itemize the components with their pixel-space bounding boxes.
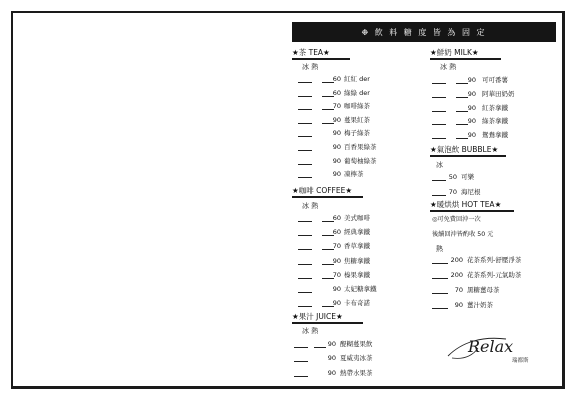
order-blank (432, 263, 448, 264)
order-blank (298, 235, 312, 236)
hot-tea-refill-note: ◎可免費回沖一次 (432, 216, 481, 223)
order-blank (298, 249, 312, 250)
item-name: 蔓果紅茶 (344, 115, 370, 124)
item-name: 海尼根 (461, 187, 481, 196)
item-name: 夏威夷冰茶 (340, 354, 373, 363)
item-name: 花茶系列-舒壓淨茶 (467, 256, 522, 264)
order-blank (432, 195, 446, 196)
menu-item (293, 227, 423, 238)
item-price: 90 (332, 299, 341, 308)
menu-item (293, 213, 423, 224)
menu-item (293, 115, 423, 126)
tea-column-header: 冰 熱 (302, 63, 319, 71)
item-price: 60 (332, 88, 341, 97)
item-price: 90 (454, 301, 463, 309)
menu-item (430, 255, 560, 266)
item-name: 綠茶拿鐵 (482, 117, 508, 126)
item-price: 90 (332, 143, 341, 151)
tea-section-title: ★茶 TEA★ (292, 48, 350, 60)
menu-item (293, 142, 423, 153)
item-name: 醍糊蔓果飲 (340, 340, 373, 348)
menu-item (293, 101, 423, 112)
item-price: 90 (467, 131, 476, 140)
item-price: 90 (332, 285, 341, 293)
item-price: 90 (327, 354, 336, 363)
item-price: 60 (332, 75, 341, 83)
item-price: 70 (454, 286, 463, 294)
menu-item (293, 284, 423, 295)
item-name: 卡布奇諾 (344, 299, 370, 308)
item-name: 經典拿鐵 (344, 228, 370, 237)
menu-item (293, 298, 423, 309)
order-blank (298, 292, 312, 293)
menu-item (430, 89, 560, 100)
menu-item (430, 285, 560, 296)
order-blank (294, 347, 308, 348)
item-name: 紅茶拿鐵 (482, 103, 508, 112)
item-price: 90 (467, 76, 476, 84)
menu-item (293, 128, 423, 139)
item-price: 200 (450, 271, 463, 279)
item-name: 梅子綠茶 (344, 129, 370, 138)
menu-item (293, 256, 423, 267)
item-price: 90 (327, 368, 336, 377)
hot-tea-refill-charge-note: 後續回沖皆酌收 50 元 (432, 231, 494, 238)
menu-item (289, 353, 419, 364)
menu-item (430, 116, 560, 127)
item-name: 咖啡綠茶 (344, 102, 370, 111)
order-blank (298, 221, 312, 222)
menu-item (293, 74, 423, 85)
hot-tea-column-header: 熱 (436, 245, 443, 253)
item-name: 榛果拿鐵 (344, 270, 370, 279)
bubble-section-title: ★氣泡飲 BUBBLE★ (430, 145, 506, 157)
item-name: 可樂 (461, 173, 474, 181)
bubble-column-header: 冰 (436, 161, 443, 169)
item-name: 綠綠 der (344, 88, 370, 97)
item-name: 香草拿鐵 (344, 242, 370, 251)
item-price: 90 (332, 129, 341, 138)
order-blank (298, 136, 312, 137)
item-name: 鴛鴦拿鐵 (482, 131, 508, 140)
milk-column-header: 冰 熱 (440, 63, 457, 71)
order-blank (432, 293, 448, 294)
order-blank (298, 306, 312, 307)
order-blank (298, 278, 312, 279)
order-blank (432, 111, 446, 112)
menu-item (430, 75, 560, 86)
order-blank (298, 164, 312, 165)
menu-item (289, 339, 419, 350)
order-blank (432, 138, 446, 139)
juice-section-title: ★果汁 JUICE★ (292, 312, 363, 324)
order-blank (298, 109, 312, 110)
order-blank (314, 347, 326, 348)
item-price: 60 (332, 214, 341, 222)
item-name: 焦糖拿鐵 (344, 256, 370, 265)
order-blank (432, 83, 446, 84)
menu-item (430, 187, 560, 198)
item-name: 熱帶水果茶 (340, 368, 373, 377)
coffee-column-header: 冰 熱 (302, 202, 319, 210)
item-price: 70 (332, 270, 341, 279)
item-name: 黑糖薑母茶 (467, 286, 500, 294)
item-name: 阿華田奶奶 (482, 89, 515, 98)
juice-column-header: 冰 熱 (302, 327, 319, 335)
item-name: 紅紅 der (344, 75, 370, 83)
sugar-notice-banner: ❉ 飲 料 糖 度 皆 為 固 定 (292, 22, 556, 42)
item-price: 60 (332, 228, 341, 237)
order-blank (432, 308, 448, 309)
item-price: 90 (332, 256, 341, 265)
order-blank (432, 124, 446, 125)
item-name: 葡萄柚綠茶 (344, 156, 377, 165)
item-price: 70 (332, 102, 341, 111)
order-blank (298, 264, 312, 265)
order-blank (298, 82, 312, 83)
menu-item (293, 241, 423, 252)
item-price: 90 (332, 156, 341, 165)
item-name: 太妃糖拿鐵 (344, 285, 377, 293)
order-blank (294, 376, 308, 377)
item-name: 可可番薯 (482, 76, 508, 84)
order-blank (432, 278, 448, 279)
order-blank (432, 180, 446, 181)
menu-item (430, 103, 560, 114)
item-price: 200 (450, 256, 463, 264)
item-name: 薑汁奶茶 (467, 301, 493, 309)
item-name: 凍檸茶 (344, 170, 364, 179)
menu-item (293, 156, 423, 167)
menu-item (293, 169, 423, 180)
menu-item (430, 300, 560, 311)
relax-logo (444, 330, 544, 368)
item-price: 90 (332, 170, 341, 179)
item-name: 美式咖啡 (344, 214, 370, 222)
item-price: 90 (467, 89, 476, 98)
coffee-section-title: ★咖啡 COFFEE★ (292, 186, 363, 198)
menu-item (293, 270, 423, 281)
item-name: 花茶系列-元氣助茶 (467, 271, 522, 279)
logo-wordmark: Relax (468, 337, 514, 356)
order-blank (298, 96, 312, 97)
menu-item (430, 130, 560, 141)
order-blank (298, 150, 312, 151)
order-blank (298, 177, 312, 178)
hot-tea-section-title: ★暖烘烘 HOT TEA★ (430, 200, 514, 212)
item-price: 70 (332, 242, 341, 251)
item-price: 90 (467, 103, 476, 112)
milk-section-title: ★鮮奶 MILK★ (430, 48, 501, 60)
menu-item (430, 172, 560, 183)
order-blank (298, 123, 312, 124)
item-price: 90 (327, 340, 336, 348)
order-blank (294, 361, 308, 362)
item-price: 90 (332, 115, 341, 124)
item-price: 90 (467, 117, 476, 126)
menu-item (289, 368, 419, 379)
item-price: 70 (448, 187, 457, 196)
order-blank (432, 97, 446, 98)
menu-item (293, 88, 423, 99)
item-name: 百香果綠茶 (344, 143, 377, 151)
logo-subtitle: 瑞都斯 (512, 358, 529, 364)
menu-item (430, 270, 560, 281)
item-price: 50 (448, 173, 457, 181)
